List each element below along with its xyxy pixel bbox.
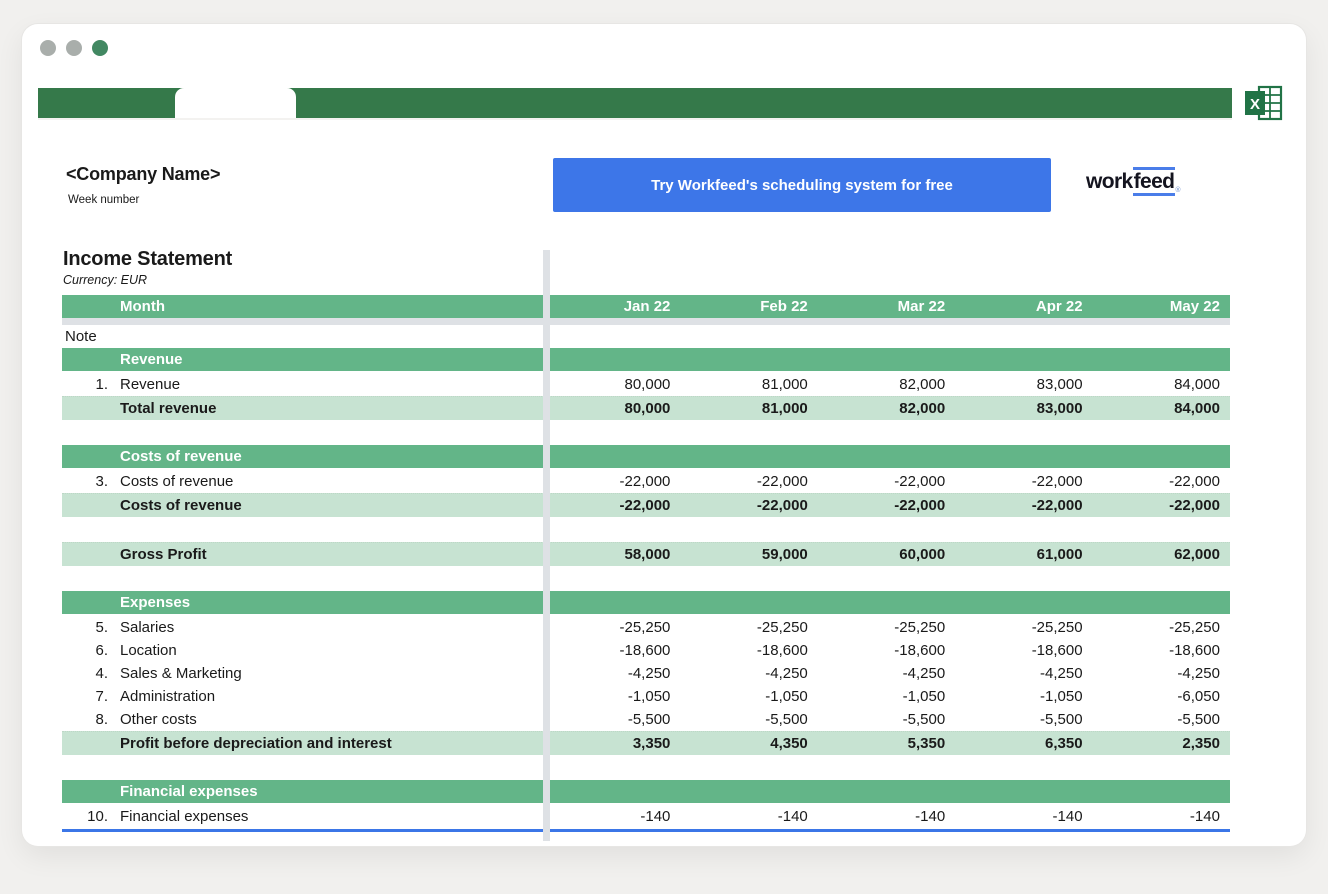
table-row-profit-before-depreciation-and-interest [62,731,1230,755]
table-row-sales-marketing [62,662,1230,685]
row-label-cell [62,494,543,517]
row-note: 5. [95,619,108,636]
cell-value: -18,600 [1169,642,1220,659]
cta-button[interactable]: Try Workfeed's scheduling system for free [553,158,1051,212]
row-label-cell [62,295,543,318]
cell-value: 83,000 [1036,376,1083,393]
company-name: <Company Name> [66,164,221,184]
cell-value: -1,050 [627,688,671,705]
table-row-month [62,295,1230,318]
browser-window [22,24,1306,846]
cell-value: -18,600 [756,642,808,659]
table-row-revenue [62,348,1230,373]
cell-value: -22,000 [619,473,671,490]
cell-value: -140 [777,808,808,825]
table-row-costs-of-revenue [62,470,1230,493]
table-row-spacer [62,566,1230,591]
cell-value: 62,000 [1174,546,1220,563]
logo-prefix: work [1086,170,1133,193]
currency-label: Currency: EUR [63,273,148,287]
sheet-title-block [63,248,232,287]
cell-value: -22,000 [1031,473,1083,490]
cell-value: -18,600 [1031,642,1083,659]
company-block [66,164,220,206]
cell-value: -140 [640,808,671,825]
cell-value: 80,000 [624,400,671,417]
table-row-note [62,325,1230,348]
table-row-spacer [62,755,1230,780]
cell-value: -18,600 [894,642,946,659]
cell-value: -22,000 [1031,497,1083,514]
cell-value: -4,250 [627,665,671,682]
cell-value: -22,000 [894,497,946,514]
table-row-total-revenue [62,396,1230,420]
row-label-cell [62,685,543,708]
row-label: Costs of revenue [120,497,242,514]
row-note: 4. [95,665,108,682]
table-row-financial-expenses [62,780,1230,805]
cell-value: -1,050 [902,688,946,705]
cell-value: -22,000 [756,473,808,490]
week-number-label: Week number [68,194,140,206]
cell-value: -5,500 [1177,711,1220,728]
cell-value: -25,250 [1169,619,1220,636]
row-note: 10. [87,808,108,825]
cell-value: -4,250 [902,665,946,682]
cell-value: -140 [1189,808,1220,825]
table-row-location [62,639,1230,662]
row-label: Revenue [120,376,181,393]
window-controls [40,40,108,56]
logo-suffix: feed [1133,167,1176,196]
active-sheet-tab[interactable] [175,88,296,118]
cell-value: -25,250 [756,619,808,636]
row-label-cell [62,591,543,614]
row-label: Costs of revenue [120,473,234,490]
table-row-financial-expenses [62,805,1230,828]
window-control-zoom[interactable] [92,40,108,56]
cell-value: 84,000 [1174,376,1220,393]
row-label: Financial expenses [120,783,258,800]
row-label: Location [120,642,177,659]
cell-value: -5,500 [902,711,946,728]
row-note: 3. [95,473,108,490]
cell-value: -5,500 [1040,711,1083,728]
cell-value: -22,000 [1169,473,1220,490]
row-label: Costs of revenue [120,448,242,465]
cell-value: -22,000 [1169,497,1220,514]
row-label-cell [62,445,543,468]
row-label-cell [62,805,543,828]
row-note: 1. [95,376,108,393]
row-label: Salaries [120,619,175,636]
cell-value: -6,050 [1177,688,1220,705]
table-row-spacer [62,517,1230,542]
cell-value: 80,000 [624,376,671,393]
cell-value: 6,350 [1045,735,1083,752]
row-label-cell [62,325,543,348]
cell-value: 82,000 [899,400,946,417]
cell-value: -5,500 [627,711,671,728]
cell-value: -25,250 [894,619,946,636]
registered-mark: ® [1175,187,1180,194]
excel-icon[interactable] [1244,84,1284,122]
bottom-selection-line [62,829,1230,832]
row-label-cell [62,780,543,803]
table-row-revenue [62,373,1230,396]
cell-value: -1,050 [1040,688,1083,705]
cell-value: -4,250 [1177,665,1220,682]
row-label: Financial expenses [120,808,249,825]
cell-value: 59,000 [761,546,808,563]
table-row-band [62,318,1230,325]
table-row-costs-of-revenue [62,445,1230,470]
row-note: 7. [95,688,108,705]
column-divider [543,250,550,841]
cell-value: -4,250 [1040,665,1083,682]
column-header: Feb 22 [760,298,808,315]
sheet-tab-bar [38,88,1232,118]
row-label: Note [65,328,97,345]
table-rows [62,295,1230,828]
row-label: Administration [120,688,216,705]
excel-letter: X [1249,96,1261,113]
cell-value: 81,000 [761,376,808,393]
window-control-close[interactable] [40,40,56,56]
cell-value: -22,000 [619,497,671,514]
row-label-cell [62,639,543,662]
row-label: Month [120,298,165,315]
row-label: Expenses [120,594,191,611]
row-label-cell [62,662,543,685]
column-header: Jan 22 [623,298,671,315]
cell-value: -4,250 [765,665,808,682]
table-row-gross-profit [62,542,1230,566]
row-label-cell [62,373,543,396]
table-row-other-costs [62,708,1230,731]
row-label: Revenue [120,351,183,368]
cell-value: -25,250 [1031,619,1083,636]
row-label: Total revenue [120,400,217,417]
row-label-cell [62,397,543,420]
cell-value: 5,350 [907,735,946,752]
page-title: Income Statement [63,248,233,270]
row-note: 8. [95,711,108,728]
cell-value: 60,000 [899,546,946,563]
cell-value: -25,250 [619,619,671,636]
cell-value: 83,000 [1036,400,1083,417]
window-control-minimize[interactable] [66,40,82,56]
table-row-spacer [62,420,1230,445]
column-header: Apr 22 [1035,298,1083,315]
cell-value: 61,000 [1036,546,1083,563]
row-label-cell [62,732,543,755]
cell-value: -18,600 [619,642,671,659]
table-row-salaries [62,616,1230,639]
row-label: Other costs [120,711,197,728]
cell-value: -5,500 [765,711,808,728]
row-note: 6. [95,642,108,659]
cell-value: -22,000 [894,473,946,490]
row-label-cell [62,708,543,731]
table-row-expenses [62,591,1230,616]
row-label-cell [62,348,543,371]
workfeed-logo[interactable] [1086,170,1180,194]
row-label-cell [62,470,543,493]
cell-value: 84,000 [1174,400,1220,417]
cell-value: 82,000 [899,376,946,393]
row-label: Sales & Marketing [120,665,242,682]
cell-value: 4,350 [770,735,808,752]
income-table [62,295,1230,832]
cell-value: 3,350 [632,735,671,752]
cell-value: -140 [1052,808,1083,825]
cell-value: 81,000 [761,400,808,417]
table-row-costs-of-revenue [62,493,1230,517]
row-label: Profit before depreciation and interest [120,735,392,752]
row-label: Gross Profit [120,546,207,563]
column-header: Mar 22 [897,298,946,315]
row-label-cell [62,543,543,566]
cell-value: -22,000 [756,497,808,514]
row-label-cell [62,616,543,639]
cell-value: -140 [915,808,946,825]
cell-value: 58,000 [624,546,671,563]
cell-value: -1,050 [765,688,808,705]
column-header: May 22 [1169,298,1220,315]
cell-value: 2,350 [1182,735,1220,752]
table-row-administration [62,685,1230,708]
